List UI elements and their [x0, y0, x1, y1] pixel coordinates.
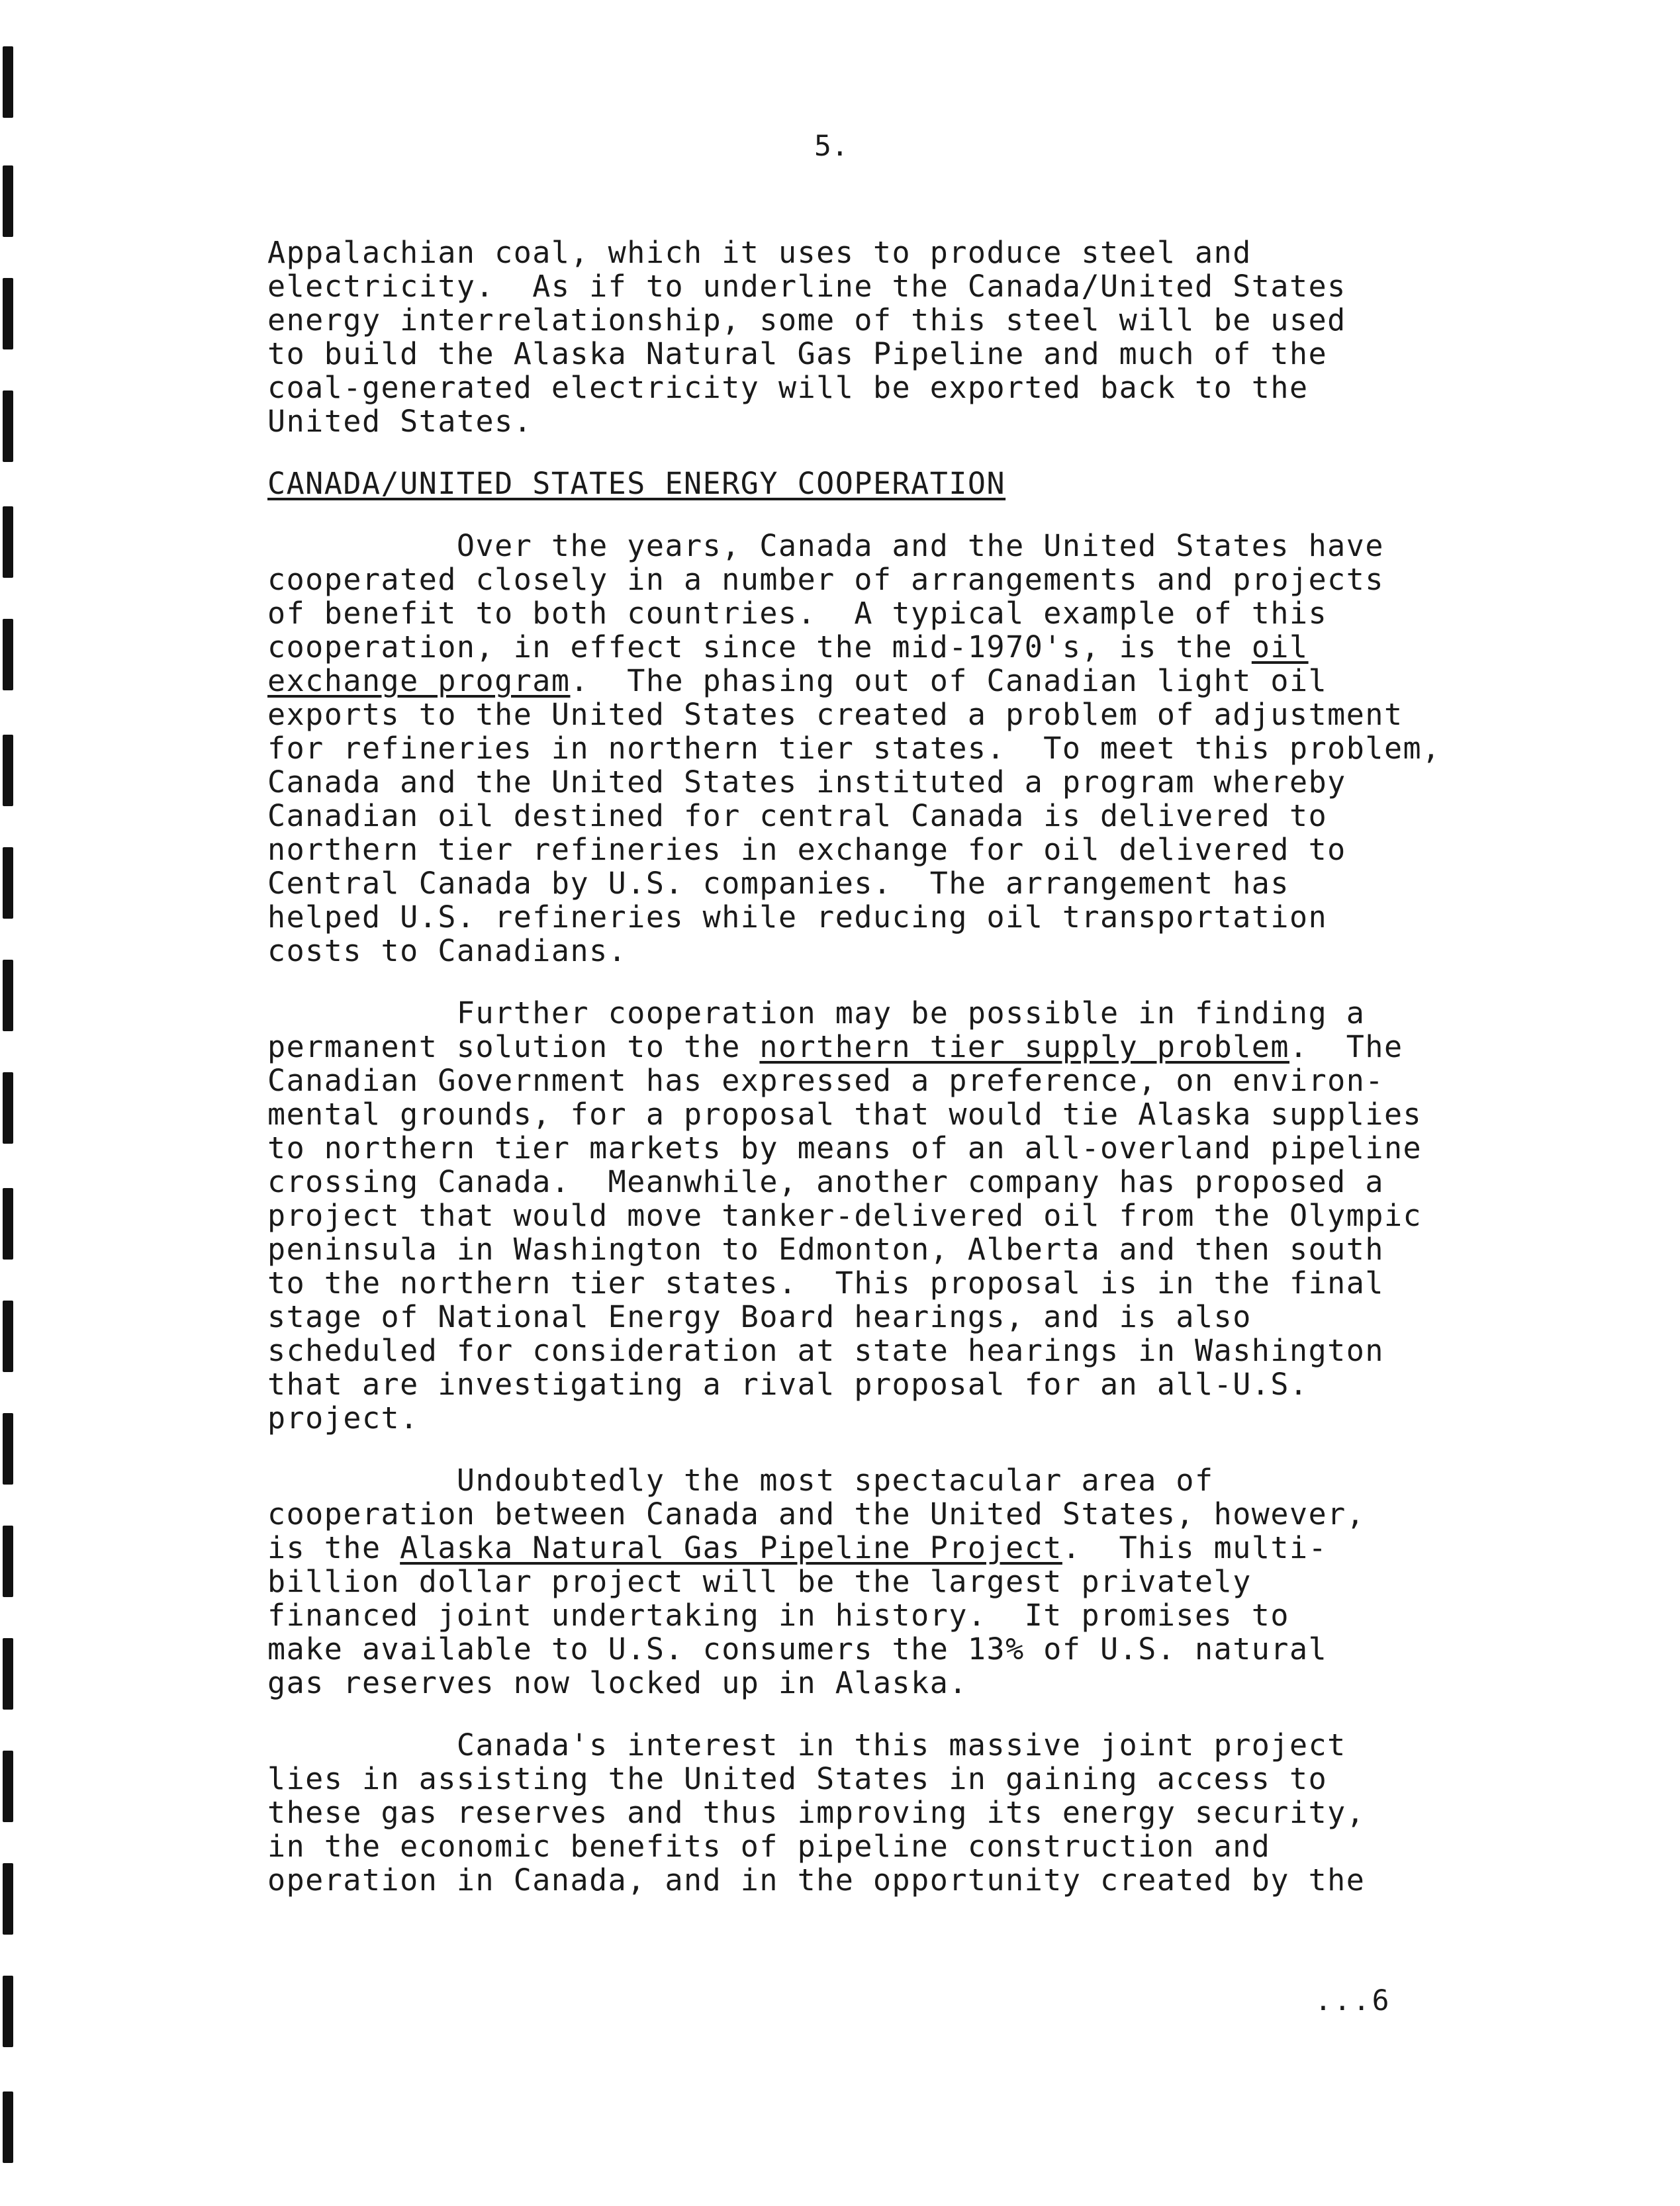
binding-hole — [3, 1072, 13, 1144]
text-segment: cooperation, in effect since the mid-1970's, is the — [267, 629, 1252, 665]
text-line: to the northern tier states. This proposal is in the final — [267, 1265, 1384, 1301]
binding-hole — [3, 1301, 13, 1372]
text-line: Canadian Government has expressed a preference, on environ- — [267, 1063, 1384, 1098]
text-line: scheduled for consideration at state hearings in Washington — [267, 1333, 1384, 1368]
text-line: project that would move tanker-delivered oil from the Olympic — [267, 1198, 1423, 1233]
text-line: Canada and the United States instituted a program whereby — [267, 764, 1346, 800]
text-line: coal-generated electricity will be exported back to the — [267, 370, 1309, 405]
text-segment: . The — [1289, 1029, 1403, 1064]
intro-paragraph — [267, 236, 1525, 438]
binding-hole — [3, 2091, 13, 2163]
text-line: mental grounds, for a proposal that would tie Alaska supplies — [267, 1097, 1423, 1132]
binding-hole — [3, 1413, 13, 1485]
text-line: northern tier refineries in exchange for oil delivered to — [267, 832, 1346, 867]
text-line: of benefit to both countries. A typical example of this — [267, 596, 1328, 631]
text-line — [267, 664, 1525, 698]
text-line: cooperated closely in a number of arrangements and projects — [267, 562, 1384, 597]
text-line: exports to the United States created a problem of adjustment — [267, 697, 1403, 732]
text-line: Undoubtedly the most spectacular area of — [267, 1463, 1214, 1498]
binding-hole — [3, 1976, 13, 2047]
text-line: project. — [267, 1401, 419, 1436]
binding-hole — [3, 391, 13, 462]
text-line: to northern tier markets by means of an all-overland pipeline — [267, 1130, 1423, 1166]
text-line: Canadian oil destined for central Canada is delivered to — [267, 798, 1328, 833]
text-line: costs to Canadians. — [267, 933, 628, 968]
text-line: for refineries in northern tier states. To meet this problem, — [267, 731, 1441, 766]
underlined-term: exchange program — [267, 663, 571, 698]
text-line: make available to U.S. consumers the 13% of U.S. natural — [267, 1632, 1328, 1667]
binding-hole — [3, 1638, 13, 1710]
text-line: lies in assisting the United States in gaining access to — [267, 1761, 1328, 1796]
binding-hole — [3, 46, 13, 118]
text-line: these gas reserves and thus improving its energy security, — [267, 1795, 1366, 1830]
text-line: Canada's interest in this massive joint project — [267, 1727, 1346, 1763]
paragraph-spacer — [267, 1700, 1525, 1728]
continuation-marker: ...6 — [1315, 1984, 1391, 2017]
text-line: financed joint undertaking in history. It promises to — [267, 1598, 1289, 1633]
binding-hole — [3, 619, 13, 690]
binding-hole — [3, 1751, 13, 1822]
text-line: peninsula in Washington to Edmonton, Alberta and then south — [267, 1232, 1384, 1267]
text-line: United States. — [267, 404, 533, 439]
text-segment: . This multi- — [1062, 1530, 1328, 1565]
binding-hole — [3, 960, 13, 1031]
text-line: gas reserves now locked up in Alaska. — [267, 1665, 968, 1700]
text-line: helped U.S. refineries while reducing oil transportation — [267, 899, 1328, 935]
text-line: crossing Canada. Meanwhile, another company has proposed a — [267, 1164, 1384, 1199]
binding-hole — [3, 735, 13, 806]
section-heading-text: CANADA/UNITED STATES ENERGY COOPERATION — [267, 466, 1006, 501]
text-line: that are investigating a rival proposal for an all-U.S. — [267, 1367, 1309, 1402]
text-line: cooperation between Canada and the United States, however, — [267, 1496, 1366, 1532]
binding-hole — [3, 1188, 13, 1260]
text-line — [267, 1030, 1525, 1064]
paragraph-canada-interest — [267, 1728, 1525, 1897]
text-segment: . The phasing out of Canadian light oil — [570, 663, 1328, 698]
paragraph-oil-exchange — [267, 529, 1525, 968]
text-line: Appalachian coal, which it uses to produce steel and — [267, 235, 1252, 270]
section-heading — [267, 467, 1525, 500]
underlined-term: Alaska Natural Gas Pipeline Project — [400, 1530, 1062, 1565]
binding-hole — [3, 1526, 13, 1597]
page-number: 5. — [814, 130, 849, 163]
underlined-term: oil — [1251, 629, 1309, 665]
document-body — [267, 236, 1525, 1897]
paragraph-spacer — [267, 1435, 1525, 1463]
binding-holes — [0, 0, 26, 2206]
text-line: Central Canada by U.S. companies. The arrangement has — [267, 866, 1289, 901]
paragraph-spacer — [267, 968, 1525, 996]
text-segment: is the — [267, 1530, 400, 1565]
paragraph-northern-tier — [267, 996, 1525, 1435]
paragraph-gas-pipeline — [267, 1463, 1525, 1700]
text-line: Over the years, Canada and the United States have — [267, 528, 1384, 563]
text-line: in the economic benefits of pipeline construction and — [267, 1829, 1271, 1864]
text-line: Further cooperation may be possible in finding a — [267, 995, 1366, 1031]
text-line: operation in Canada, and in the opportunity created by the — [267, 1862, 1366, 1898]
text-line: to build the Alaska Natural Gas Pipeline and much of the — [267, 336, 1328, 371]
text-line — [267, 1531, 1525, 1565]
text-line: electricity. As if to underline the Canada/United States — [267, 269, 1346, 304]
text-segment: permanent solution to the — [267, 1029, 760, 1064]
binding-hole — [3, 1863, 13, 1935]
text-line — [267, 630, 1525, 664]
binding-hole — [3, 165, 13, 237]
text-line: billion dollar project will be the largest privately — [267, 1564, 1252, 1599]
text-line: energy interrelationship, some of this steel will be used — [267, 302, 1346, 338]
binding-hole — [3, 847, 13, 919]
text-line: stage of National Energy Board hearings, and is also — [267, 1299, 1252, 1334]
binding-hole — [3, 506, 13, 578]
binding-hole — [3, 278, 13, 349]
underlined-term: northern tier supply problem — [759, 1029, 1289, 1064]
